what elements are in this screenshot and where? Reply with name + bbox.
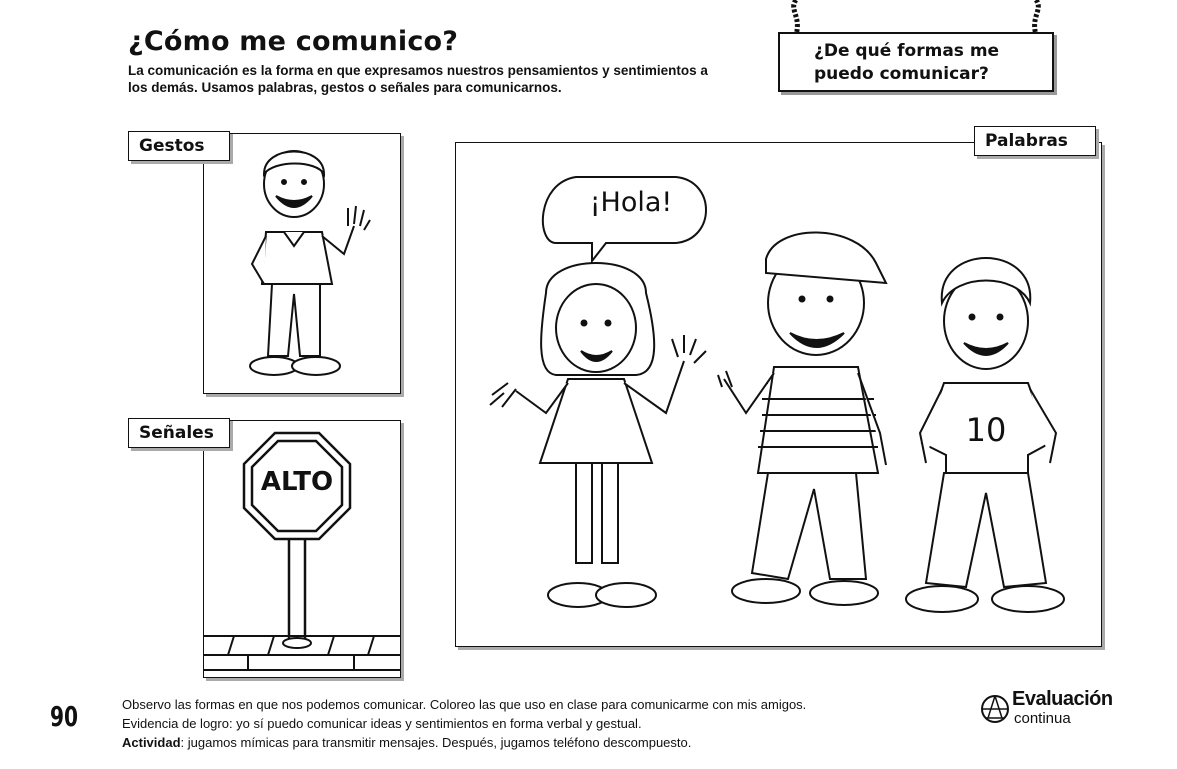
evaluation-badge [980, 688, 1130, 732]
page-title: ¿Cómo me comunico? [128, 26, 459, 57]
footer-instructions [122, 695, 942, 752]
speech-bubble-text: ¡Hola! [589, 187, 673, 218]
intro-text: La comunicación es la forma en que expresamos nuestros pensamientos y sentimientos a los demás. Usamos palabras, gestos o señales para comunicarnos. [128, 63, 708, 95]
gestos-label: Gestos [128, 131, 230, 161]
evaluation-title: Evaluación [1012, 688, 1113, 710]
palabras-label: Palabras [974, 126, 1096, 156]
activity-text: : jugamos mímicas para transmitir mensajes. Después, jugamos teléfono descompuesto. [180, 735, 692, 750]
senales-label: Señales [128, 418, 230, 448]
footer-line-3 [122, 733, 942, 752]
waving-boy-illustration [204, 134, 400, 393]
activity-label: Actividad [122, 735, 181, 750]
sign-board [778, 32, 1054, 92]
sign-line-2: puedo comunicar? [814, 64, 989, 84]
hanging-sign [778, 0, 1054, 92]
footer-line-1: Observo las formas en que nos podemos comunicar. Coloreo las que uso en clase para comunicarme con mis amigos. [122, 697, 807, 712]
stop-sign-text: ALTO [260, 467, 334, 497]
footer-line-2: Evidencia de logro: yo sí puedo comunicar ideas y sentimientos en forma verbal y gestual. [122, 716, 642, 731]
sign-line-1: ¿De qué formas me [814, 41, 1000, 61]
evaluation-subtitle: continua [1014, 710, 1071, 727]
palabras-panel [455, 142, 1102, 647]
globe-icon [980, 694, 1010, 724]
stop-sign-illustration [204, 421, 400, 677]
sign-question [814, 40, 1034, 86]
jersey-number: 10 [965, 411, 1007, 449]
senales-panel [203, 420, 401, 678]
gestos-panel [203, 133, 401, 394]
page-number: 90 [50, 700, 79, 733]
three-children-illustration [456, 143, 1101, 646]
